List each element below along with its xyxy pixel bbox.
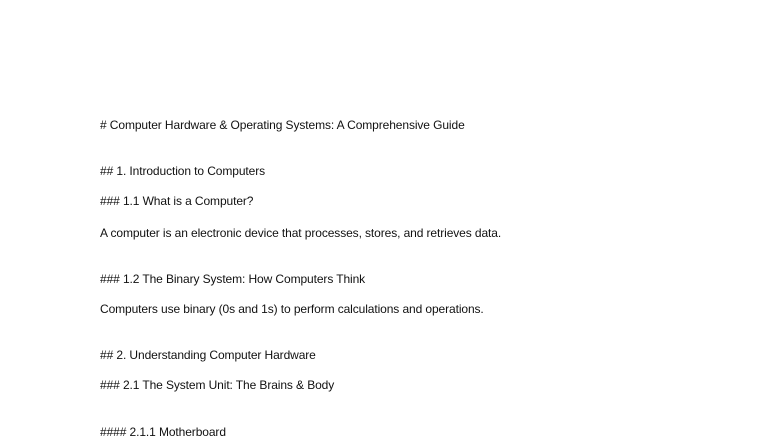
subsection-heading-what-is-computer: ### 1.1 What is a Computer?: [100, 194, 254, 208]
section-heading-introduction: ## 1. Introduction to Computers: [100, 164, 265, 178]
subsubsection-heading-motherboard: #### 2.1.1 Motherboard: [100, 425, 226, 439]
paragraph-binary: Computers use binary (0s and 1s) to perform calculations and operations.: [100, 302, 484, 316]
document-title: # Computer Hardware & Operating Systems: A Comprehensive Guide: [100, 118, 465, 132]
subsection-heading-binary-system: ### 1.2 The Binary System: How Computers Think: [100, 272, 366, 286]
section-heading-hardware: ## 2. Understanding Computer Hardware: [100, 348, 316, 362]
subsection-heading-system-unit: ### 2.1 The System Unit: The Brains & Body: [100, 378, 335, 392]
paragraph-computer-definition: A computer is an electronic device that processes, stores, and retrieves data.: [100, 226, 502, 240]
